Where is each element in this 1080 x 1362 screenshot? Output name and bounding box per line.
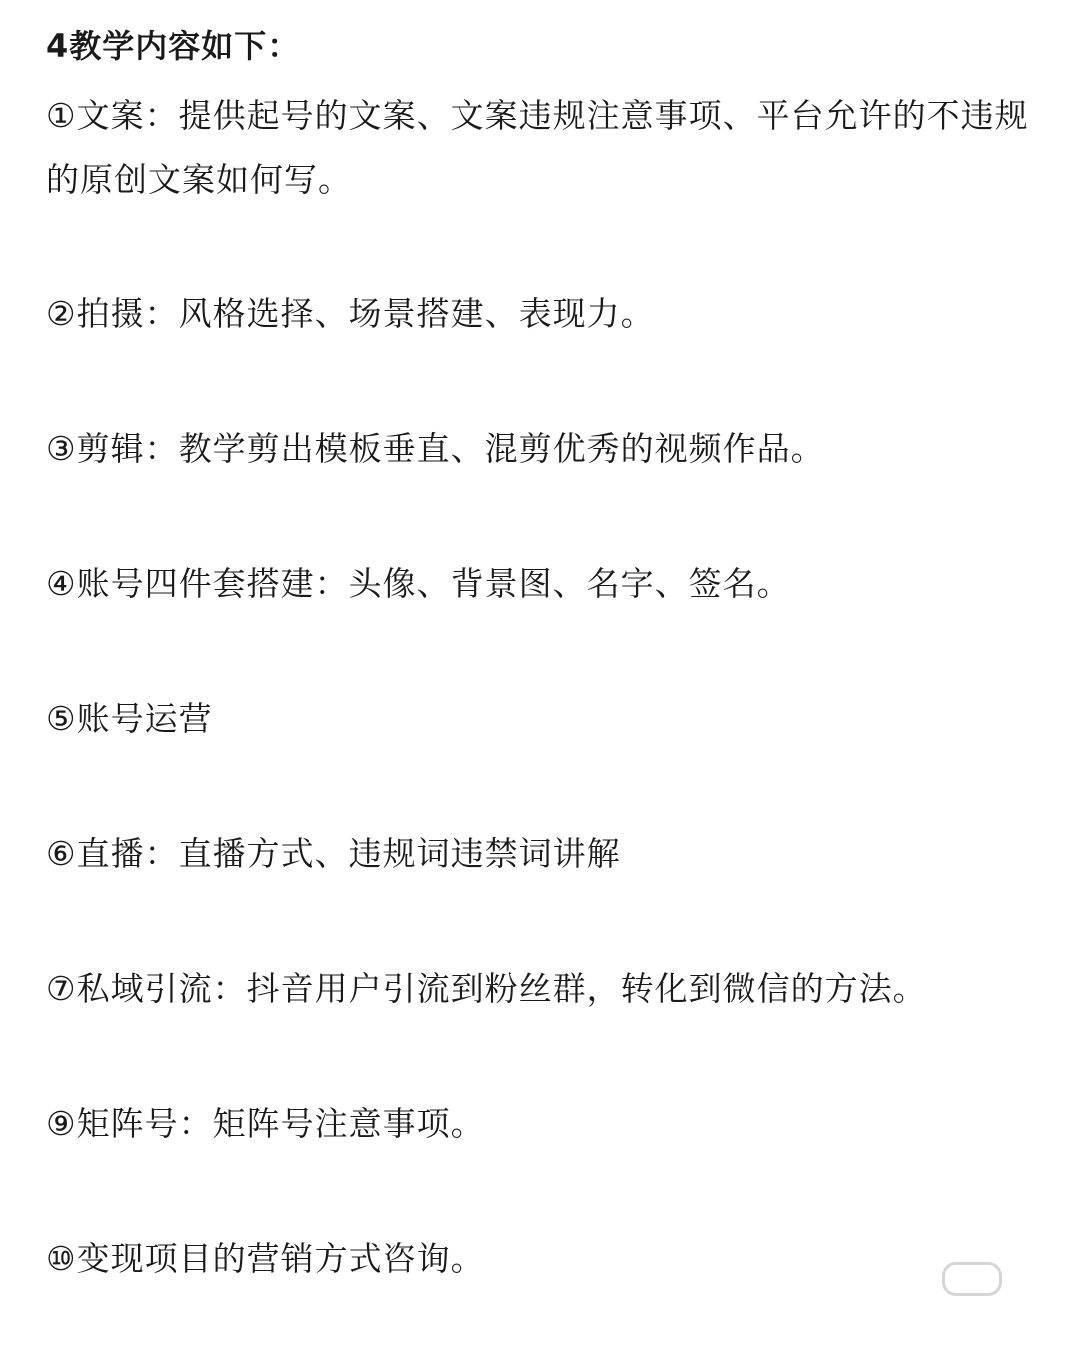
- section-heading: 4教学内容如下：: [46, 27, 301, 65]
- list-item-private-traffic: ⑦私域引流：抖音用户引流到粉丝群，转化到微信的方法。: [46, 969, 927, 1008]
- list-item-copywriting: ①文案：提供起号的文案、文案违规注意事项、平台允许的不违规的原创文案如何写。: [46, 96, 1029, 199]
- watermark-icon: [942, 1262, 1002, 1296]
- list-item-editing: ③剪辑：教学剪出模板垂直、混剪优秀的视频作品。: [46, 429, 825, 468]
- list-item-monetization: ⑩变现项目的营销方式咨询。: [46, 1239, 485, 1278]
- list-item-account-operation: ⑤账号运营: [46, 699, 213, 738]
- content-list: [46, 22, 1046, 1362]
- list-item-shooting: ②拍摄：风格选择、场景搭建、表现力。: [46, 294, 655, 333]
- list-item-livestream: ⑥直播：直播方式、违规词违禁词讲解: [46, 834, 621, 873]
- list-item-account-setup: ④账号四件套搭建：头像、背景图、名字、签名。: [46, 564, 791, 603]
- list-item-matrix-account: ⑨矩阵号：矩阵号注意事项。: [46, 1104, 485, 1143]
